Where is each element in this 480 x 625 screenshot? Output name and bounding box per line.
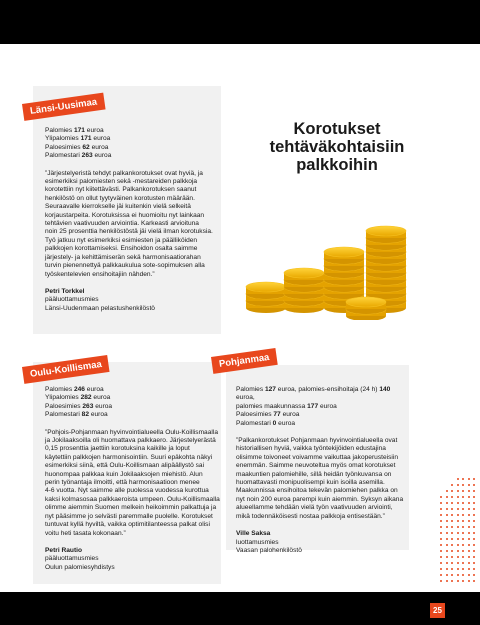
stat-row: Paloesimies 62 euroa [45, 143, 109, 151]
signature-org: Vaasan palohenkilöstö [236, 546, 302, 554]
dot [468, 526, 470, 528]
dot [473, 508, 475, 510]
stat-row: Palomestari 0 euroa [236, 419, 296, 427]
dot [457, 514, 459, 516]
dot [473, 544, 475, 546]
lansi-uusimaa-text [45, 127, 217, 313]
quote-line: tuntuvat kyllä hyviltä, vaikka optimitilanteessa palkat olisi [45, 521, 210, 529]
dot [457, 580, 459, 582]
dot [446, 538, 448, 540]
dot [462, 478, 464, 480]
dot [457, 526, 459, 528]
dot [473, 526, 475, 528]
quote-line: ”Palkankorotukset Pohjanmaan hyvinvointialueella ovat [236, 437, 398, 445]
dot [468, 580, 470, 582]
lansi-signature [45, 288, 217, 313]
dot [457, 490, 459, 492]
dot [446, 520, 448, 522]
signature-org: Länsi-Uudenmaan pelastushenkilöstö [45, 304, 155, 312]
dot [468, 484, 470, 486]
stat-value: 77 [273, 411, 281, 419]
dot [440, 508, 442, 510]
quote-line: ja Jokilaaksoilla oli huomattava palkkaero. Järjestelyerästä [45, 437, 216, 445]
dot [462, 520, 464, 522]
quote-line: järjestely- ja kehittämiserän sekä harmonisaatiorahan [45, 253, 201, 261]
quote-line: Työ jatkuu nyt esimerkiksi esimiesten ja päälliköiden [45, 236, 198, 244]
dot [462, 484, 464, 486]
dot [440, 568, 442, 570]
dot [446, 514, 448, 516]
dot [473, 562, 475, 564]
quote-line: ”Järjestelyeristä tehdyt palkankorotukset ovat hyviä, ja [45, 169, 203, 177]
dot [468, 502, 470, 504]
dot [440, 520, 442, 522]
quote-line: esimerkiksi palomiesten sekä -mestareiden palkkoja [45, 178, 198, 186]
dot [446, 556, 448, 558]
stat-value: 171 [80, 135, 92, 143]
stat-value: 246 [73, 386, 85, 393]
decorative-dot-grid [440, 478, 480, 590]
quote-line: alueellamme tehdään vielä työn vaativuuden arviointi, [236, 504, 393, 512]
dot [468, 562, 470, 564]
quote-line: huomattavasti monipuolisempi kuin isoilla asemilla. [236, 479, 385, 487]
dot [451, 562, 453, 564]
quote-line: Seuraavalle kierrokselle jäi kuitenkin vielä selkeitä [45, 203, 191, 211]
dot [462, 532, 464, 534]
dot [462, 526, 464, 528]
dot [468, 568, 470, 570]
title-line-2: tehtäväkohtaisiin [269, 138, 405, 156]
dot [473, 478, 475, 480]
dot [468, 514, 470, 516]
dot [462, 562, 464, 564]
quote-line: mikä todennäköisesti nostaa palkkoja entisestään.” [236, 512, 385, 520]
dot [462, 568, 464, 570]
oulu-koillismaa-text [45, 386, 221, 572]
stat-value: 263 [82, 402, 94, 410]
stat-value: 127 [264, 386, 276, 393]
dot [457, 544, 459, 546]
signature-title: luottamusmies [236, 538, 279, 546]
pohjanmaa-quote [236, 437, 408, 521]
stat-value: 62 [82, 143, 90, 151]
dot [462, 538, 464, 540]
dot [462, 496, 464, 498]
dot [446, 562, 448, 564]
dot [462, 580, 464, 582]
quote-line: turvin pienennettyä palkkaukulua sote-sopimuksen alla [45, 262, 205, 270]
dot [457, 532, 459, 534]
dot [462, 556, 464, 558]
dot [451, 580, 453, 582]
dot [440, 514, 442, 516]
quote-line: 0,15 prosenttia jaettiin korotuksina kaikille ja loput [45, 445, 190, 453]
coin-face [346, 297, 386, 307]
stat-row: Palomies 246 euroa [45, 386, 104, 393]
dot [451, 496, 453, 498]
dot [451, 568, 453, 570]
dot [462, 574, 464, 576]
dot [451, 502, 453, 504]
dot [451, 544, 453, 546]
dot [468, 544, 470, 546]
quote-line: perin työnantaja ilmoitti, että harmonisaatioon menee [45, 479, 200, 487]
dot [457, 562, 459, 564]
lansi-stats [45, 127, 217, 161]
page-title [226, 120, 448, 174]
stat-row: Palomestari 263 euroa [45, 152, 112, 160]
dot [446, 526, 448, 528]
signature-title: pääluottamusmies [45, 555, 99, 563]
stat-value: 171 [73, 127, 85, 134]
quote-line: olisimme toivoneet voivamme vaikuttaa jakoperusteisiin [236, 453, 398, 461]
stat-value: 0 [272, 419, 277, 427]
quote-line: noin 25 prosenttia henkilöstöstä jäi vielä ilman korotuksia. [45, 228, 213, 236]
dot [440, 556, 442, 558]
pohjanmaa-signature [236, 530, 408, 555]
dot [473, 484, 475, 486]
dot [440, 550, 442, 552]
dot [446, 568, 448, 570]
oulu-signature [45, 547, 221, 572]
quote-line: olimme aiemmin Suomen melkein heikoimmin palkattuja ja [45, 504, 217, 512]
quote-line: nyt noin 200 euroa parempi kuin aiemmin. Syksyn aikana [236, 495, 404, 503]
signature-name: Petri Torkkel [45, 287, 85, 295]
signature-name: Ville Saksa [236, 530, 271, 538]
dot [451, 514, 453, 516]
dot [468, 508, 470, 510]
dot [473, 574, 475, 576]
dot [468, 574, 470, 576]
dot [468, 538, 470, 540]
dot [440, 562, 442, 564]
signature-title: pääluottamusmies [45, 296, 99, 304]
dot [457, 556, 459, 558]
dot [440, 502, 442, 504]
dot [440, 544, 442, 546]
dot [446, 502, 448, 504]
quote-line: työskentelevien ensihoitajiin nähden.” [45, 270, 155, 278]
dot [457, 478, 459, 480]
dot [446, 544, 448, 546]
dot [473, 520, 475, 522]
dot [451, 574, 453, 576]
dot [446, 580, 448, 582]
dot [473, 490, 475, 492]
oulu-stats [45, 386, 221, 420]
gold-coins-illustration [236, 180, 436, 320]
signature-org: Oulun palomiesyhdistys [45, 563, 115, 571]
dot [451, 538, 453, 540]
title-line-1: Korotukset [293, 120, 381, 138]
dot [457, 550, 459, 552]
dot [473, 496, 475, 498]
dot [462, 508, 464, 510]
dot [440, 580, 442, 582]
stat-value: 140 [379, 386, 391, 393]
dot [473, 538, 475, 540]
stat-row: Paloesimies 77 euroa [236, 411, 300, 419]
stat-row: Paloesimies 263 euroa [45, 402, 113, 410]
quote-line: historiallisen hyviä, vaikka työntekijöiden edustajina [236, 445, 386, 453]
dot [468, 520, 470, 522]
pohjanmaa-stats [236, 386, 408, 428]
quote-line: voitu heti tasata kokonaan.” [45, 529, 126, 537]
dot [451, 550, 453, 552]
quote-line: tehtävien vaativuuden arviointia. Karkeasti arvioituna [45, 220, 199, 228]
quote-line: esimerkiksi siinä, että Oulu-Koillismaan alipäällystö sai [45, 462, 205, 470]
dot [473, 568, 475, 570]
dot [473, 502, 475, 504]
dot [468, 550, 470, 552]
title-line-3: palkkoihin [296, 156, 378, 174]
oulu-quote [45, 429, 221, 538]
signature-name: Petri Rautio [45, 546, 83, 554]
quote-line: kaksi kolmasosaa palkkaeroista umpeen. Oulu-Koillismaalla [45, 495, 220, 503]
stat-row: palomies maakunnassa 177 euroa [236, 402, 337, 410]
dot [457, 508, 459, 510]
quote-line: 4-6 vuotta. Nyt saimme alle puolessa vuodessa kurottua [45, 487, 209, 495]
dot [468, 490, 470, 492]
dot [462, 502, 464, 504]
stat-value: 282 [80, 394, 92, 402]
dot [440, 574, 442, 576]
dot [446, 550, 448, 552]
dot [457, 568, 459, 570]
stat-row: Palomies 171 euroa [45, 127, 104, 134]
stat-row: Palomies 127 euroa, palomies-ensihoitaja (24 h) 140 euroa, [236, 386, 391, 402]
dot [451, 490, 453, 492]
dot [473, 580, 475, 582]
stat-row: Palomestari 82 euroa [45, 411, 108, 419]
coin-face [246, 282, 286, 292]
dot [440, 526, 442, 528]
dot [462, 550, 464, 552]
dot [446, 496, 448, 498]
pohjanmaa-tag: Pohjanmaa [211, 348, 277, 374]
pohjanmaa-text [236, 386, 408, 555]
dot [468, 556, 470, 558]
dot [473, 550, 475, 552]
quote-line: käytettiin palkkojen harmonisointiin. Suuri epäkohta näkyi [45, 453, 213, 461]
dot [473, 556, 475, 558]
dot [457, 574, 459, 576]
dot [468, 532, 470, 534]
stat-row: Ylipalomies 282 euroa [45, 394, 111, 402]
dot [446, 490, 448, 492]
dot [468, 478, 470, 480]
quote-line: ”Pohjois-Pohjanmaan hyvinvointialueella Oulu-Koillismaalla [45, 428, 218, 436]
stat-value: 177 [307, 402, 319, 410]
dot [451, 532, 453, 534]
coin-face [324, 247, 364, 257]
quote-line: korjaustarpeita. Korotuksissa ei huomioitu nyt lainkaan [45, 211, 205, 219]
dot [457, 502, 459, 504]
dot [468, 496, 470, 498]
dot [446, 508, 448, 510]
quote-line: nyt pääsimme jo selvästi paremmalle puolelle. Korotukset [45, 512, 213, 520]
coin-face [366, 226, 406, 236]
bottom-black-bar [0, 592, 480, 625]
dot [457, 484, 459, 486]
page-number: 25 [430, 603, 445, 618]
stat-value: 263 [81, 152, 93, 160]
quote-line: maakuntien palomiehille, sillä heidän työnkuvansa on [236, 470, 392, 478]
dot [451, 520, 453, 522]
dot [451, 556, 453, 558]
quote-line: palkkojen korottamiseksi. Ensihoidon osalta saimme [45, 245, 198, 253]
top-black-bar [0, 0, 480, 44]
stat-value: 82 [81, 411, 89, 419]
dot [462, 514, 464, 516]
dot [462, 490, 464, 492]
lansi-quote [45, 170, 217, 279]
quote-line: Maakunnissa ensihoitoa tekevän palomiehen palkka on [236, 487, 398, 495]
stat-row: Ylipalomies 171 euroa [45, 135, 111, 143]
dot [451, 508, 453, 510]
dot [451, 484, 453, 486]
dot [473, 532, 475, 534]
dot [457, 520, 459, 522]
dot [457, 496, 459, 498]
quote-line: korotettiin nyt kiitettävästi. Palkankorotuksen saanut [45, 186, 197, 194]
dot [446, 532, 448, 534]
dot [440, 532, 442, 534]
quote-line: enemmän. Saimme neuvoteltua myös omat korotukset [236, 462, 396, 470]
dot [473, 514, 475, 516]
dot [462, 544, 464, 546]
dot [440, 538, 442, 540]
quote-line: huonompaa palkkaa kuin Jokilaaksojen miehistö. Alun [45, 470, 203, 478]
dot [440, 496, 442, 498]
coin-face [284, 268, 324, 278]
dot [457, 538, 459, 540]
dot [446, 574, 448, 576]
oulu-koillismaa-tag: Oulu-Koillismaa [22, 355, 110, 384]
dot [451, 526, 453, 528]
quote-line: henkilöstö on ollut tyytyväinen korotusten määrään. [45, 194, 195, 202]
lansi-uusimaa-tag: Länsi-Uusimaa [22, 93, 105, 121]
